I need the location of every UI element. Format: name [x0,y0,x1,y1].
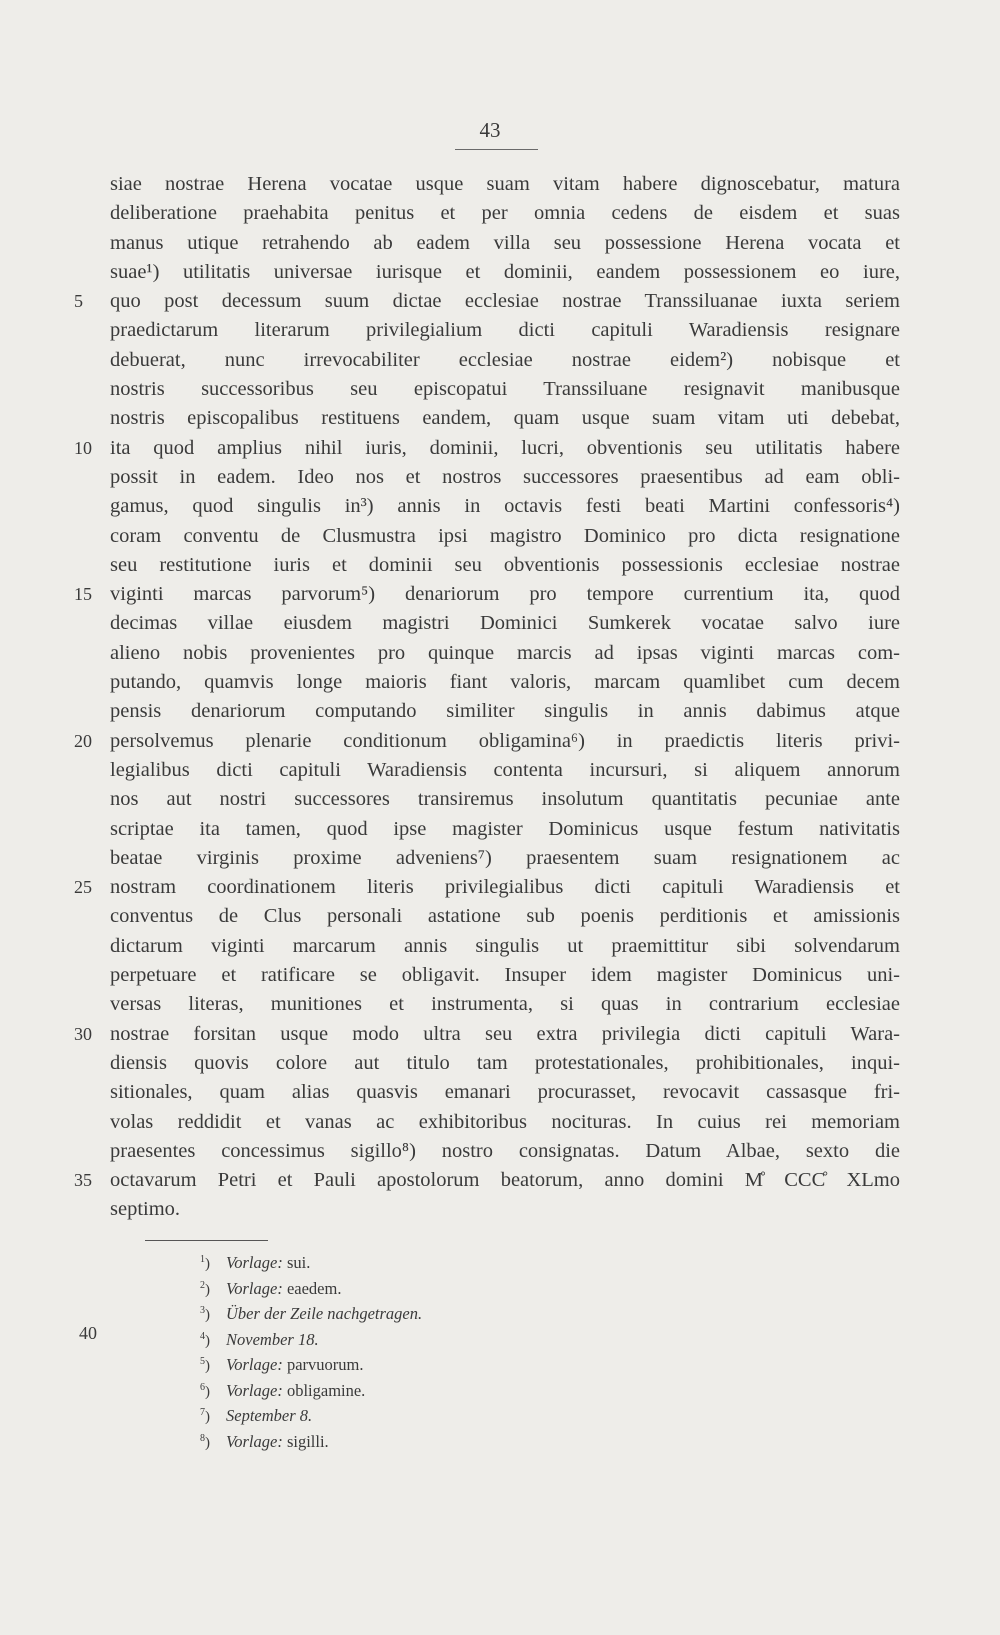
text-line [110,815,900,844]
footnote-marker: $^1$) [200,1254,210,1272]
line-text: manus utique retrahendo ab eadem villa seu possessione Herena vocata et [110,231,900,254]
footnote-text: sigilli. [286,1431,329,1451]
footnote-label: Vorlage: [226,1253,283,1272]
footnote [200,1301,700,1327]
line-number: 5 [74,291,83,312]
text-line [110,463,900,492]
footnote-marker: $^3$) [200,1305,210,1323]
text-line [110,1049,900,1078]
footnote-number: 4 [200,1330,205,1342]
line-text: octavarum Petri et Pauli apostolorum beatorum, anno domini M̊ CCC̊ XLmo [110,1169,900,1192]
line-number: 25 [74,877,92,898]
text-line [110,1195,900,1224]
line-text: suae¹) utilitatis universae iurisque et dominii, eandem possessionem eo iure, [110,260,900,283]
footnote-label: Vorlage: [226,1278,283,1298]
footnote [200,1403,700,1429]
line-text: debuerat, nunc irrevocabiliter ecclesiae nostrae eidem²) nobisque et [110,348,900,371]
text-line [110,492,900,521]
line-number: 20 [74,730,92,751]
text-line [110,375,900,404]
line-number: 10 [74,437,92,458]
footnote-number: 5 [200,1356,205,1367]
footnote [200,1352,700,1378]
text-line [110,990,900,1019]
footnote-marker: $^5$) [200,1356,210,1374]
footnote-text: September 8. [226,1406,313,1425]
footnote-number: 7 [200,1407,205,1418]
line-text: deliberatione praehabita penitus et per omnia cedens de eisdem et suas [110,202,900,225]
text-line [74,873,900,902]
line-text: perpetuare et ratificare se obligavit. Insuper idem magister Dominicus uni- [110,964,900,987]
footnote-text: eaedem. [286,1278,342,1298]
footnote-label: Vorlage: [226,1431,283,1451]
text-line [110,697,900,726]
line-text: scriptae ita tamen, quod ipse magister Dominicus usque festum nativitatis [110,817,900,840]
text-line [110,229,900,258]
page-number-rule [455,149,538,150]
text-line [74,1020,900,1049]
text-line [110,346,900,375]
line-text: viginti marcas parvorum⁵) denariorum pro tempore currentium ita, quod [110,583,900,606]
footnote-marker: $^8$) [200,1432,210,1451]
line-text: versas literas, munitiones et instrumenta, si quas in contrarium ecclesiae [110,993,900,1016]
footnote-marker: $^6$) [200,1381,210,1400]
line-text: volas reddidit et vanas ac exhibitoribus nocituras. In cuius rei memoriam [110,1110,900,1133]
text-line [110,170,900,199]
text-line [74,287,900,316]
line-text: dictarum viginti marcarum annis singulis ut praemittitur sibi solvendarum [110,934,900,957]
text-line [110,668,900,697]
text-line [110,258,900,287]
line-number: 15 [74,584,92,605]
footnote-marker: $^7$) [200,1407,210,1425]
footnote-label: Vorlage: [226,1380,283,1400]
text-line [110,1137,900,1166]
footnote-rule [145,1240,268,1241]
text-line [110,609,900,638]
line-text: quo post decessum suum dictae ecclesiae nostrae Transsiluanae iuxta seriem [110,290,900,313]
line-text: coram conventu de Clusmustra ipsi magistro Dominico pro dicta resignatione [110,524,900,547]
footnotes [200,1250,700,1454]
line-text: diensis quovis colore aut titulo tam protestationales, prohibitionales, inqui- [110,1051,900,1074]
text-line [110,639,900,668]
line-text: nostris successoribus seu episcopatui Transsiluane resignavit manibusque [110,378,900,401]
line-text: persolvemus plenarie conditionum obligamina⁶) in praedictis literis privi- [110,729,900,752]
text-line [110,1078,900,1107]
footnote-text: sui. [286,1253,311,1272]
text-line [110,785,900,814]
text-line [74,580,900,609]
footnote-number: 1 [200,1254,205,1265]
text-line [110,522,900,551]
body-text [74,170,900,1225]
text-line [110,844,900,873]
line-text: alieno nobis provenientes pro quinque marcis ad ipsas viginti marcas com- [110,641,900,664]
text-line [110,199,900,228]
line-text: nostrae forsitan usque modo ultra seu extra privilegia dicti capituli Wara- [110,1022,900,1045]
line-text: putando, quamvis longe maioris fiant valoris, marcam quamlibet cum decem [110,671,900,694]
text-line [110,316,900,345]
line-text: seu restitutione iuris et dominii seu obventionis possessionis ecclesiae nostrae [110,553,900,576]
footnote [200,1429,700,1455]
footnote-number: 3 [200,1305,205,1316]
text-line [74,1166,900,1195]
footnote-text: parvuorum. [286,1355,364,1374]
line-number: 35 [74,1170,92,1191]
footnote-text: Über der Zeile nachgetragen. [226,1304,423,1323]
footnote [200,1327,700,1353]
line-text: septimo. [110,1198,181,1221]
line-text: nos aut nostri successores transiremus insolutum quantitatis pecuniae ante [110,788,900,811]
footnote-text: obligamine. [286,1380,366,1400]
line-text: conventus de Clus personali astatione sub poenis perditionis et amissionis [110,905,900,928]
text-line [110,902,900,931]
footnote-number: 6 [200,1381,205,1393]
footnote [200,1378,700,1404]
footnote-text: November 18. [226,1329,319,1349]
line-text: gamus, quod singulis in³) annis in octavis festi beati Martini confessoris⁴) [110,495,900,518]
line-text: praedictarum literarum privilegialium dicti capituli Waradiensis resignare [110,319,900,342]
text-line [110,961,900,990]
line-text: siae nostrae Herena vocatae usque suam vitam habere dignoscebatur, matura [110,173,900,195]
line-text: sitionales, quam alias quasvis emanari procurasset, revocavit cassasque fri- [110,1081,900,1104]
line-number: 30 [74,1023,92,1044]
text-line [110,404,900,433]
line-text: ita quod amplius nihil iuris, dominii, lucri, obventionis seu utilitatis habere [110,436,900,459]
footnote-number: 2 [200,1279,205,1291]
line-text: pensis denariorum computando similiter singulis in annis dabimus atque [110,700,900,723]
line-text: possit in eadem. Ideo nos et nostros successores praesentibus ad eam obli- [110,465,900,488]
text-line [110,756,900,785]
line-text: legialibus dicti capituli Waradiensis contenta incursuri, si aliquem annorum [110,758,900,781]
text-line [74,727,900,756]
footnote-marker: $^4$) [200,1330,210,1349]
line-text: nostris episcopalibus restituens eandem, quam usque suam vitam uti debebat, [110,407,900,430]
footnote [200,1276,700,1302]
line-text: praesentes concessimus sigillo⁸) nostro consignatas. Datum Albae, sexto die [110,1139,900,1162]
line-text: nostram coordinationem literis privilegialibus dicti capituli Waradiensis et [110,876,900,899]
footnote-label: Vorlage: [226,1355,283,1374]
footnote [200,1250,700,1276]
text-line [110,932,900,961]
text-line [74,434,900,463]
page-number: 43 [479,118,501,142]
footnote-number: 8 [200,1432,205,1444]
line-text: beatae virginis proxime adveniens⁷) praesentem suam resignationem ac [110,846,900,869]
line-number: 40 [79,1323,97,1343]
footnote-marker: $^2$) [200,1279,210,1298]
text-line [110,551,900,580]
text-line [110,1108,900,1137]
line-text: decimas villae eiusdem magistri Dominici Sumkerek vocatae salvo iure [110,612,900,635]
